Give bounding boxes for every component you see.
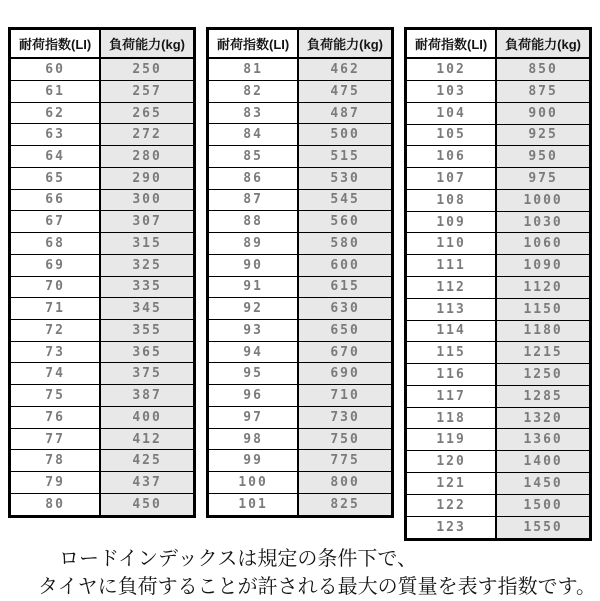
li-value-cell: 96 (208, 385, 299, 407)
li-value-cell: 121 (406, 473, 497, 495)
column-header-kg: 負荷能力(kg) (298, 29, 392, 59)
li-value-cell: 114 (406, 320, 497, 342)
kg-value-cell: 345 (100, 298, 194, 320)
table-row (406, 451, 591, 473)
kg-value-cell: 875 (496, 80, 590, 102)
li-value-cell: 81 (208, 58, 299, 80)
kg-value-cell: 1215 (496, 342, 590, 364)
table-row (208, 363, 393, 385)
kg-value-cell: 1060 (496, 233, 590, 255)
table-row (406, 211, 591, 233)
kg-value-cell: 1090 (496, 255, 590, 277)
kg-value-cell: 375 (100, 363, 194, 385)
li-value-cell: 67 (10, 211, 101, 233)
table-row (406, 407, 591, 429)
table-row (10, 102, 195, 124)
table-row (406, 58, 591, 80)
kg-value-cell: 280 (100, 146, 194, 168)
li-value-cell: 64 (10, 146, 101, 168)
li-value-cell: 63 (10, 124, 101, 146)
kg-value-cell: 290 (100, 167, 194, 189)
load-index-table-81-101 (206, 27, 394, 518)
kg-value-cell: 730 (298, 406, 392, 428)
table-row (10, 319, 195, 341)
table-row (208, 319, 393, 341)
li-value-cell: 123 (406, 516, 497, 539)
kg-value-cell: 1250 (496, 364, 590, 386)
kg-value-cell: 825 (298, 493, 392, 516)
table-row (406, 516, 591, 539)
table-row (10, 146, 195, 168)
kg-value-cell: 710 (298, 385, 392, 407)
kg-value-cell: 630 (298, 298, 392, 320)
kg-value-cell: 1360 (496, 429, 590, 451)
table-row (406, 429, 591, 451)
kg-value-cell: 387 (100, 385, 194, 407)
kg-value-cell: 1320 (496, 407, 590, 429)
li-value-cell: 97 (208, 406, 299, 428)
column-header-kg: 負荷能力(kg) (100, 29, 194, 59)
table-row (10, 385, 195, 407)
table-header (406, 29, 591, 59)
column-header-li: 耐荷指数(LI) (406, 29, 497, 59)
kg-value-cell: 300 (100, 189, 194, 211)
li-value-cell: 117 (406, 385, 497, 407)
table-row (208, 472, 393, 494)
kg-value-cell: 1400 (496, 451, 590, 473)
table-row (10, 80, 195, 102)
kg-value-cell: 450 (100, 493, 194, 516)
li-value-cell: 94 (208, 341, 299, 363)
kg-value-cell: 1030 (496, 211, 590, 233)
li-value-cell: 78 (10, 450, 101, 472)
table-row (208, 450, 393, 472)
li-value-cell: 108 (406, 189, 497, 211)
li-value-cell: 101 (208, 493, 299, 516)
kg-value-cell: 265 (100, 102, 194, 124)
kg-value-cell: 1450 (496, 473, 590, 495)
header-row (208, 29, 393, 59)
li-value-cell: 107 (406, 168, 497, 190)
li-value-cell: 119 (406, 429, 497, 451)
kg-value-cell: 1550 (496, 516, 590, 539)
kg-value-cell: 950 (496, 146, 590, 168)
kg-value-cell: 250 (100, 58, 194, 80)
kg-value-cell: 335 (100, 276, 194, 298)
li-value-cell: 68 (10, 233, 101, 255)
table-row (10, 276, 195, 298)
table-row (406, 342, 591, 364)
column-header-li: 耐荷指数(LI) (208, 29, 299, 59)
li-value-cell: 93 (208, 319, 299, 341)
table-body (406, 58, 591, 540)
table-row (208, 233, 393, 255)
kg-value-cell: 355 (100, 319, 194, 341)
kg-value-cell: 1000 (496, 189, 590, 211)
table-row (10, 450, 195, 472)
li-value-cell: 95 (208, 363, 299, 385)
kg-value-cell: 272 (100, 124, 194, 146)
kg-value-cell: 650 (298, 319, 392, 341)
kg-value-cell: 850 (496, 58, 590, 80)
li-value-cell: 103 (406, 80, 497, 102)
table-row (10, 341, 195, 363)
kg-value-cell: 690 (298, 363, 392, 385)
li-value-cell: 99 (208, 450, 299, 472)
kg-value-cell: 800 (298, 472, 392, 494)
table-row (406, 385, 591, 407)
li-value-cell: 70 (10, 276, 101, 298)
table-row (208, 341, 393, 363)
kg-value-cell: 1180 (496, 320, 590, 342)
li-value-cell: 91 (208, 276, 299, 298)
table-row (208, 385, 393, 407)
table-row (406, 298, 591, 320)
table-row (406, 146, 591, 168)
kg-value-cell: 500 (298, 124, 392, 146)
li-value-cell: 76 (10, 406, 101, 428)
li-value-cell: 75 (10, 385, 101, 407)
table-header (10, 29, 195, 59)
kg-value-cell: 1120 (496, 277, 590, 299)
kg-value-cell: 545 (298, 189, 392, 211)
table-row (10, 298, 195, 320)
table-row (208, 254, 393, 276)
table-row (406, 364, 591, 386)
kg-value-cell: 412 (100, 428, 194, 450)
table-row (10, 254, 195, 276)
table-row (208, 58, 393, 80)
li-value-cell: 82 (208, 80, 299, 102)
table-row (406, 102, 591, 124)
table-row (406, 277, 591, 299)
li-value-cell: 74 (10, 363, 101, 385)
li-value-cell: 109 (406, 211, 497, 233)
table-body (208, 58, 393, 517)
load-index-table-102-123 (404, 27, 592, 541)
li-value-cell: 115 (406, 342, 497, 364)
kg-value-cell: 615 (298, 276, 392, 298)
li-value-cell: 84 (208, 124, 299, 146)
kg-value-cell: 560 (298, 211, 392, 233)
table-row (10, 428, 195, 450)
table-row (406, 168, 591, 190)
li-value-cell: 65 (10, 167, 101, 189)
table-row (208, 298, 393, 320)
table-row (10, 124, 195, 146)
li-value-cell: 61 (10, 80, 101, 102)
li-value-cell: 83 (208, 102, 299, 124)
li-value-cell: 90 (208, 254, 299, 276)
table-row (208, 167, 393, 189)
kg-value-cell: 437 (100, 472, 194, 494)
li-value-cell: 72 (10, 319, 101, 341)
table-row (208, 276, 393, 298)
li-value-cell: 60 (10, 58, 101, 80)
table-row (208, 102, 393, 124)
table-row (208, 493, 393, 516)
li-value-cell: 88 (208, 211, 299, 233)
table-row (208, 211, 393, 233)
kg-value-cell: 257 (100, 80, 194, 102)
li-value-cell: 120 (406, 451, 497, 473)
header-row (10, 29, 195, 59)
li-value-cell: 118 (406, 407, 497, 429)
li-value-cell: 102 (406, 58, 497, 80)
table-row (208, 80, 393, 102)
table-row (406, 124, 591, 146)
li-value-cell: 111 (406, 255, 497, 277)
load-index-table-60-80 (8, 27, 196, 518)
kg-value-cell: 400 (100, 406, 194, 428)
column-header-li: 耐荷指数(LI) (10, 29, 101, 59)
kg-value-cell: 315 (100, 233, 194, 255)
kg-value-cell: 530 (298, 167, 392, 189)
load-index-tables (8, 27, 592, 541)
kg-value-cell: 925 (496, 124, 590, 146)
li-value-cell: 80 (10, 493, 101, 516)
kg-value-cell: 750 (298, 428, 392, 450)
kg-value-cell: 365 (100, 341, 194, 363)
li-value-cell: 85 (208, 146, 299, 168)
li-value-cell: 87 (208, 189, 299, 211)
li-value-cell: 106 (406, 146, 497, 168)
kg-value-cell: 307 (100, 211, 194, 233)
li-value-cell: 122 (406, 494, 497, 516)
kg-value-cell: 1285 (496, 385, 590, 407)
table-row (406, 494, 591, 516)
column-header-kg: 負荷能力(kg) (496, 29, 590, 59)
kg-value-cell: 975 (496, 168, 590, 190)
kg-value-cell: 515 (298, 146, 392, 168)
table-row (208, 146, 393, 168)
li-value-cell: 89 (208, 233, 299, 255)
li-value-cell: 62 (10, 102, 101, 124)
kg-value-cell: 580 (298, 233, 392, 255)
table-row (208, 124, 393, 146)
li-value-cell: 86 (208, 167, 299, 189)
li-value-cell: 116 (406, 364, 497, 386)
li-value-cell: 66 (10, 189, 101, 211)
table-header (208, 29, 393, 59)
kg-value-cell: 1150 (496, 298, 590, 320)
table-row (406, 80, 591, 102)
table-row (10, 167, 195, 189)
table-row (10, 493, 195, 516)
table-row (406, 473, 591, 495)
table-row (406, 233, 591, 255)
table-row (10, 472, 195, 494)
kg-value-cell: 325 (100, 254, 194, 276)
li-value-cell: 77 (10, 428, 101, 450)
table-row (208, 428, 393, 450)
kg-value-cell: 1500 (496, 494, 590, 516)
li-value-cell: 105 (406, 124, 497, 146)
footer-note (38, 545, 596, 601)
table-row (10, 233, 195, 255)
li-value-cell: 71 (10, 298, 101, 320)
li-value-cell: 110 (406, 233, 497, 255)
kg-value-cell: 600 (298, 254, 392, 276)
li-value-cell: 98 (208, 428, 299, 450)
kg-value-cell: 425 (100, 450, 194, 472)
li-value-cell: 100 (208, 472, 299, 494)
table-body (10, 58, 195, 517)
table-row (406, 189, 591, 211)
kg-value-cell: 475 (298, 80, 392, 102)
header-row (406, 29, 591, 59)
li-value-cell: 69 (10, 254, 101, 276)
li-value-cell: 113 (406, 298, 497, 320)
li-value-cell: 112 (406, 277, 497, 299)
kg-value-cell: 670 (298, 341, 392, 363)
kg-value-cell: 462 (298, 58, 392, 80)
table-row (406, 255, 591, 277)
li-value-cell: 104 (406, 102, 497, 124)
table-row (208, 189, 393, 211)
table-row (208, 406, 393, 428)
kg-value-cell: 775 (298, 450, 392, 472)
li-value-cell: 73 (10, 341, 101, 363)
table-row (406, 320, 591, 342)
kg-value-cell: 900 (496, 102, 590, 124)
footer-line2: タイヤに負荷することが許される最大の質量を表す指数です。 (38, 576, 596, 598)
table-row (10, 363, 195, 385)
li-value-cell: 92 (208, 298, 299, 320)
li-value-cell: 79 (10, 472, 101, 494)
footer-line1: ロードインデックスは規定の条件下で、 (59, 548, 417, 570)
table-row (10, 211, 195, 233)
kg-value-cell: 487 (298, 102, 392, 124)
table-row (10, 406, 195, 428)
table-row (10, 189, 195, 211)
table-row (10, 58, 195, 80)
